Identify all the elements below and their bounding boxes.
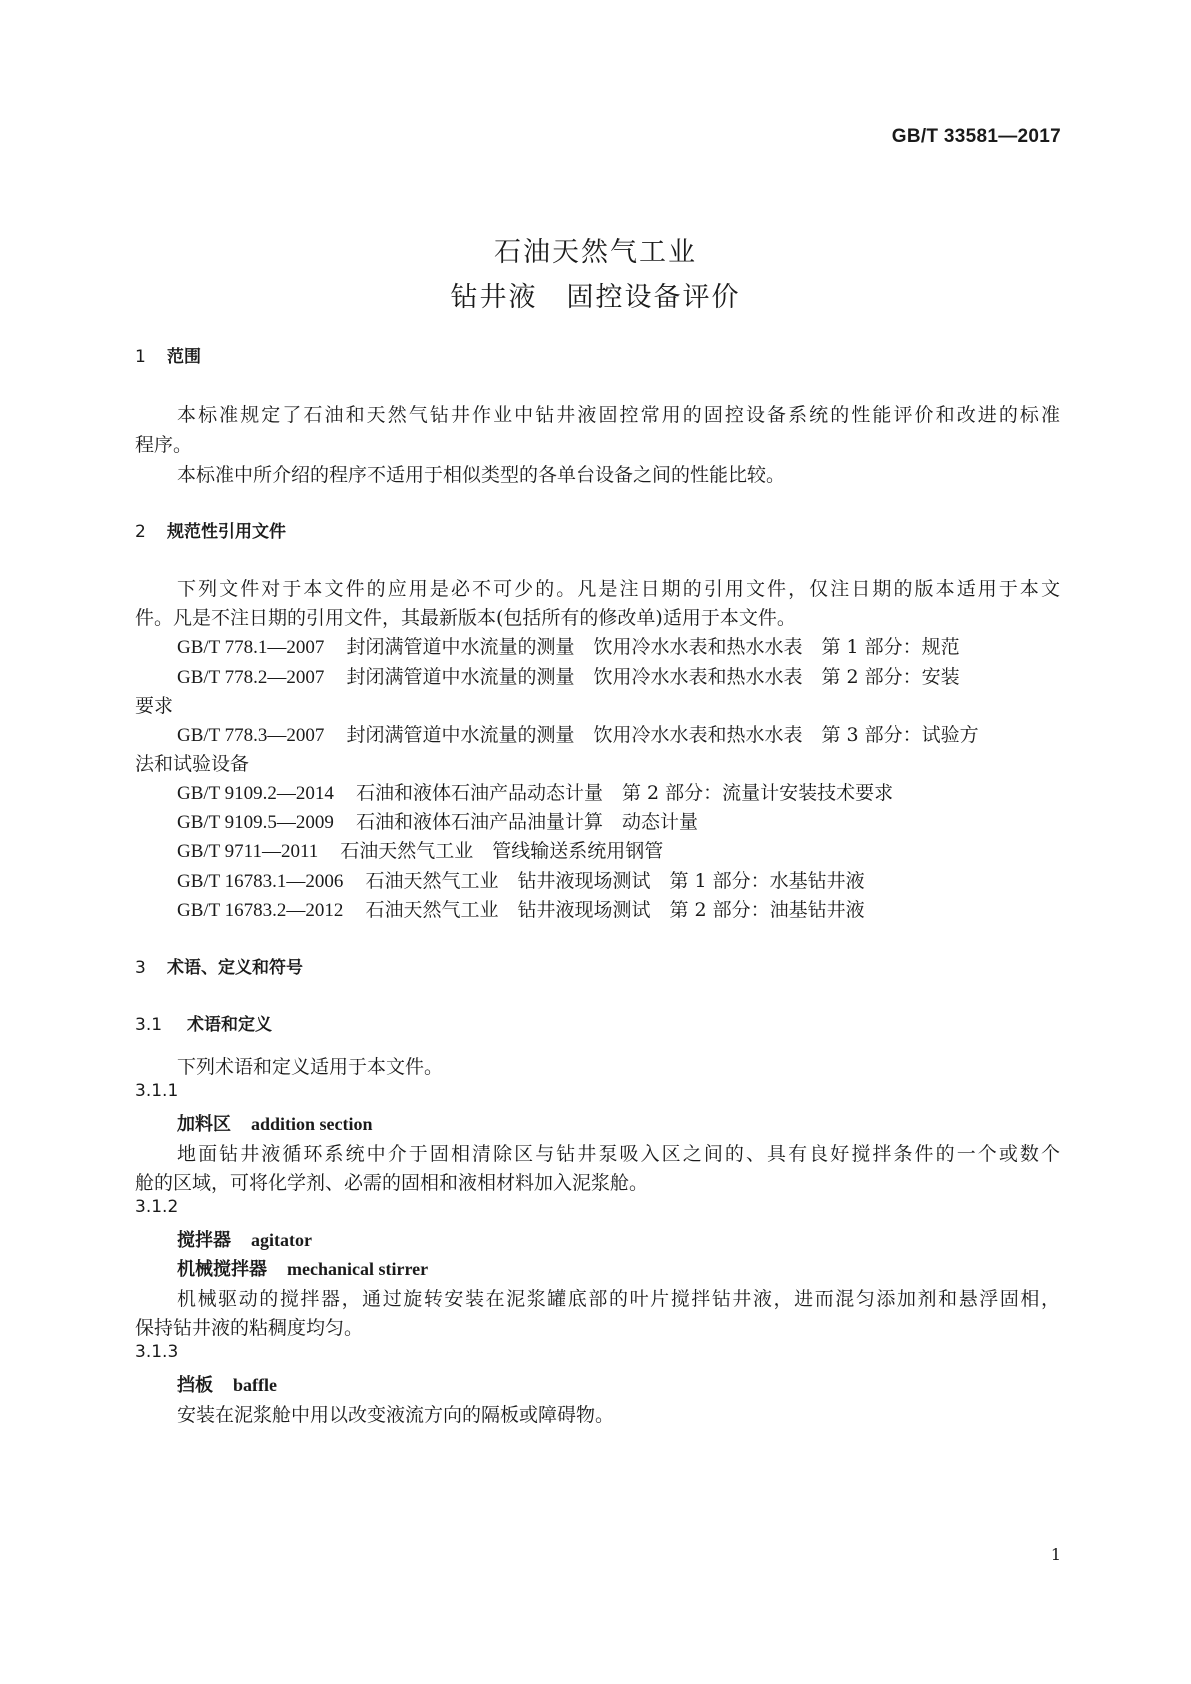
reference-title: 封闭满管道中水流量的测量 饮用冷水水表和热水水表 第 3 部分：试验方 (346, 724, 979, 746)
page-number: 1 (1050, 1545, 1061, 1564)
subsection-title: 术语和定义 (187, 1015, 272, 1035)
term-definition-line-2: 舱的区域，可将化学剂、必需的固相和液相材料加入泥浆舱。 (135, 1172, 649, 1194)
term-entry-synonym (177, 1255, 1102, 1281)
document-title-line1: 石油天然气工业 (494, 237, 697, 268)
section-1-heading (135, 342, 1060, 367)
section-2-heading (135, 517, 1060, 542)
section-number: 1 (135, 347, 146, 367)
section-2-intro-line-2: 件。凡是不注日期的引用文件，其最新版本(包括所有的修改单)适用于本文件。 (135, 607, 796, 629)
term-english: mechanical stirrer (287, 1259, 429, 1279)
section-title: 范围 (167, 347, 201, 367)
term-chinese: 搅拌器 (177, 1230, 231, 1251)
reference-code: GB/T 778.3—2007 (177, 725, 325, 746)
term-number: 3.1.2 (135, 1197, 179, 1217)
section-1-paragraph-1-line-2: 程序。 (135, 434, 193, 456)
term-entry (177, 1226, 1102, 1252)
reference-title: 封闭满管道中水流量的测量 饮用冷水水表和热水水表 第 2 部分：安装 (346, 666, 960, 688)
reference-title: 石油天然气工业 钻井液现场测试 第 2 部分：油基钻井液 (365, 899, 865, 921)
term-definition-line-1: 安装在泥浆舱中用以改变液流方向的隔板或障碍物。 (177, 1404, 615, 1426)
document-title-line2: 钻井液 固控设备评价 (450, 282, 741, 313)
reference-item-continuation: 要求 (135, 695, 174, 717)
reference-code: GB/T 9711—2011 (177, 841, 319, 862)
reference-item-continuation: 法和试验设备 (135, 753, 250, 775)
section-1-paragraph-2: 本标准中所介绍的程序不适用于相似类型的各单台设备之间的性能比较。 (177, 464, 786, 486)
reference-item (177, 836, 1060, 863)
reference-item (177, 632, 1060, 659)
term-number: 3.1.1 (135, 1081, 179, 1101)
section-3-heading (135, 953, 1060, 978)
reference-title: 封闭满管道中水流量的测量 饮用冷水水表和热水水表 第 1 部分：规范 (346, 636, 960, 658)
term-definition-line-2: 保持钻井液的粘稠度均匀。 (135, 1317, 364, 1339)
section-title: 术语、定义和符号 (167, 958, 303, 978)
term-chinese: 加料区 (177, 1114, 231, 1135)
standard-id: GB/T 33581—2017 (891, 126, 1061, 147)
reference-code: GB/T 9109.5—2009 (177, 812, 334, 833)
term-chinese: 挡板 (177, 1375, 213, 1396)
reference-title: 石油和液体石油产品动态计量 第 2 部分：流量计安装技术要求 (355, 782, 894, 804)
reference-item (177, 778, 1060, 805)
term-chinese: 机械搅拌器 (177, 1259, 267, 1280)
subsection-number: 3.1 (135, 1015, 163, 1035)
section-1-paragraph-1-line-1: 本标准规定了石油和天然气钻井作业中钻井液固控常用的固控设备系统的性能评价和改进的标准 (177, 404, 1060, 426)
subsection-intro: 下列术语和定义适用于本文件。 (177, 1056, 444, 1078)
term-entry (177, 1371, 1102, 1397)
term-english: baffle (233, 1375, 277, 1395)
reference-title: 石油天然气工业 管线输送系统用钢管 (340, 840, 664, 862)
term-number: 3.1.3 (135, 1342, 179, 1362)
term-entry (177, 1110, 1102, 1136)
reference-code: GB/T 778.1—2007 (177, 637, 325, 658)
reference-item (177, 866, 1060, 893)
term-english: agitator (251, 1230, 312, 1250)
reference-title: 石油天然气工业 钻井液现场测试 第 1 部分：水基钻井液 (365, 870, 865, 892)
reference-item (177, 895, 1060, 922)
reference-item (177, 662, 1060, 689)
reference-code: GB/T 9109.2—2014 (177, 783, 334, 804)
reference-code: GB/T 16783.2—2012 (177, 900, 344, 921)
reference-code: GB/T 16783.1—2006 (177, 871, 344, 892)
reference-code: GB/T 778.2—2007 (177, 667, 325, 688)
term-definition-line-1: 地面钻井液循环系统中介于固相清除区与钻井泵吸入区之间的、具有良好搅拌条件的一个或数个 (177, 1143, 1060, 1165)
section-number: 3 (135, 958, 146, 978)
section-2-intro-line-1: 下列文件对于本文件的应用是必不可少的。凡是注日期的引用文件，仅注日期的版本适用于本文 (177, 578, 1060, 600)
term-definition-line-1: 机械驱动的搅拌器，通过旋转安装在泥浆罐底部的叶片搅拌钻井液，进而混匀添加剂和悬浮固相， (177, 1288, 1060, 1310)
reference-item (177, 720, 1060, 747)
section-number: 2 (135, 522, 146, 542)
reference-title: 石油和液体石油产品油量计算 动态计量 (355, 811, 698, 833)
reference-item (177, 807, 1060, 834)
section-title: 规范性引用文件 (167, 522, 286, 542)
subsection-3-1-heading (135, 1010, 1060, 1035)
term-english: addition section (251, 1114, 373, 1134)
